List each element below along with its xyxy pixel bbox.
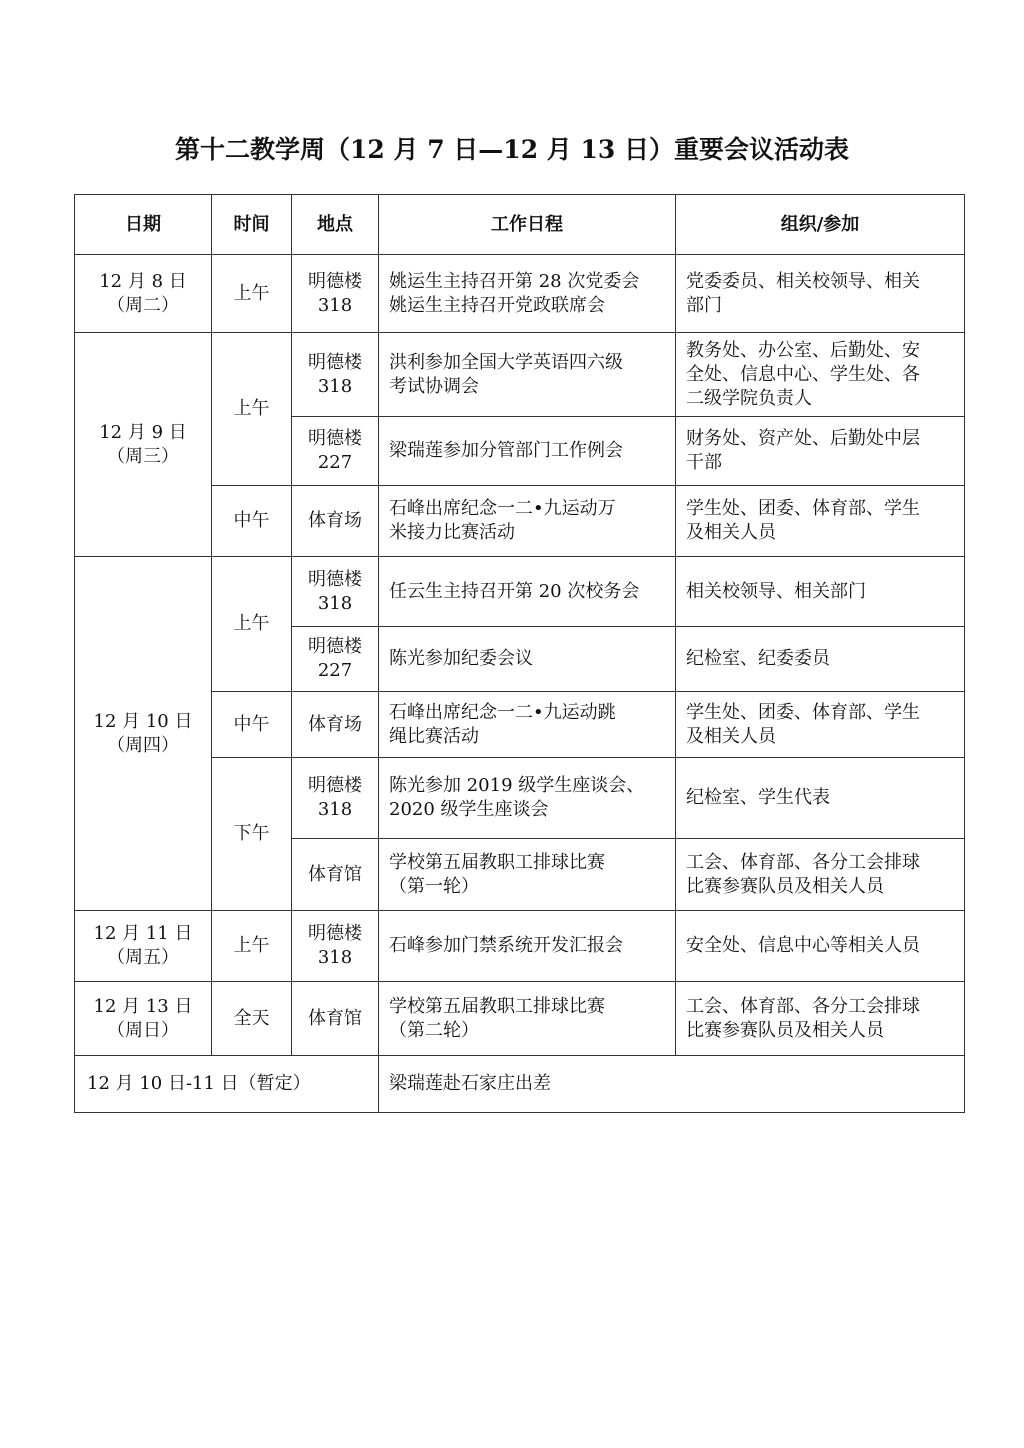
- agenda-text: 学校第五届教职工排球比赛: [389, 995, 605, 1017]
- place-cell: [292, 557, 379, 627]
- time-cell: 上午: [212, 911, 292, 982]
- agenda-text: 学校第五届教职工排球比赛: [389, 851, 605, 873]
- participants-text: 纪检室、学生代表: [686, 787, 830, 808]
- place-cell: 体育馆: [292, 839, 379, 911]
- footer-date-cell: 12 月 10 日-11 日（暂定）: [75, 1056, 379, 1113]
- participants-text: 教务处、办公室、后勤处、安: [686, 339, 920, 361]
- weekday-text: （周五）: [107, 947, 179, 968]
- agenda-text: 米接力比赛活动: [389, 522, 515, 543]
- participants-cell: [676, 333, 965, 417]
- agenda-text: （第一轮）: [389, 875, 479, 897]
- agenda-text: 姚运生主持召开党政联席会: [389, 294, 605, 316]
- place-text: 明德楼: [308, 270, 362, 292]
- weekday-text: （周三）: [107, 445, 179, 467]
- place-cell: [292, 911, 379, 982]
- place-cell: [292, 627, 379, 692]
- place-cell: [292, 333, 379, 417]
- header-date: 日期: [75, 195, 212, 255]
- room-text: 318: [317, 799, 353, 820]
- participants-text: 学生处、团委、体育部、学生: [686, 498, 920, 519]
- table-row: [75, 982, 965, 1056]
- agenda-text: 洪利参加全国大学英语四六级: [389, 351, 623, 373]
- agenda-cell: [379, 255, 676, 333]
- agenda-cell: [379, 839, 676, 911]
- time-cell: 上午: [212, 255, 292, 333]
- agenda-cell: [379, 486, 676, 557]
- place-cell: [292, 255, 379, 333]
- agenda-cell: [379, 982, 676, 1056]
- date-text: 12 月 11 日: [93, 923, 193, 944]
- agenda-cell: [379, 417, 676, 486]
- participants-text: 学生处、团委、体育部、学生: [686, 701, 920, 723]
- participants-text: 财务处、资产处、后勤处中层: [686, 428, 920, 449]
- agenda-text: 陈光参加纪委会议: [389, 648, 533, 669]
- room-text: 318: [317, 592, 353, 614]
- table-row: [75, 255, 965, 333]
- place-text: 明德楼: [308, 775, 362, 796]
- room-text: 318: [317, 947, 353, 968]
- agenda-cell: [379, 911, 676, 982]
- place-text: 明德楼: [308, 428, 362, 449]
- participants-text: 及相关人员: [686, 725, 776, 747]
- schedule-table: [74, 194, 965, 1113]
- place-cell: 体育场: [292, 486, 379, 557]
- date-cell: [75, 333, 212, 557]
- participants-text: 相关校领导、相关部门: [686, 580, 866, 602]
- participants-text: 全处、信息中心、学生处、各: [686, 363, 920, 385]
- agenda-cell: [379, 692, 676, 758]
- time-cell: 上午: [212, 557, 292, 692]
- table-row: [75, 911, 965, 982]
- time-cell: 下午: [212, 758, 292, 911]
- participants-cell: [676, 486, 965, 557]
- participants-cell: [676, 255, 965, 333]
- participants-cell: [676, 758, 965, 839]
- header-participants: 组织/参加: [676, 195, 965, 255]
- participants-text: 及相关人员: [686, 522, 776, 543]
- date-cell: [75, 557, 212, 911]
- participants-cell: [676, 839, 965, 911]
- participants-text: 二级学院负责人: [686, 387, 812, 409]
- weekday-text: （周日）: [107, 1019, 179, 1041]
- participants-text: 比赛参赛队员及相关人员: [686, 875, 884, 897]
- agenda-cell: [379, 557, 676, 627]
- room-text: 318: [317, 375, 353, 397]
- time-cell: 上午: [212, 333, 292, 486]
- footer-agenda-cell: 梁瑞莲赴石家庄出差: [379, 1056, 965, 1113]
- agenda-text: （第二轮）: [389, 1019, 479, 1041]
- participants-text: 部门: [686, 294, 722, 316]
- weekday-text: （周二）: [107, 294, 179, 316]
- footer-row: [75, 1056, 965, 1113]
- place-cell: 体育馆: [292, 982, 379, 1056]
- participants-text: 党委委员、相关校领导、相关: [686, 270, 920, 292]
- page-title: 第十二教学周（12 月 7 日—12 月 13 日）重要会议活动表: [175, 135, 849, 164]
- time-cell: 中午: [212, 486, 292, 557]
- place-text: 明德楼: [308, 568, 362, 590]
- weekday-text: （周四）: [107, 734, 179, 756]
- agenda-text: 任云生主持召开第 20 次校务会: [389, 580, 640, 602]
- room-text: 227: [317, 660, 353, 681]
- agenda-cell: [379, 627, 676, 692]
- agenda-text: 绳比赛活动: [389, 725, 479, 747]
- table-row: [75, 333, 965, 417]
- date-text: 12 月 8 日: [99, 270, 187, 292]
- room-text: 318: [317, 294, 353, 316]
- room-text: 227: [317, 452, 353, 473]
- date-text: 12 月 13 日: [93, 995, 193, 1017]
- place-cell: [292, 758, 379, 839]
- participants-text: 比赛参赛队员及相关人员: [686, 1019, 884, 1041]
- participants-cell: [676, 911, 965, 982]
- participants-text: 安全处、信息中心等相关人员: [686, 935, 920, 956]
- participants-cell: [676, 692, 965, 758]
- participants-text: 工会、体育部、各分工会排球: [686, 851, 920, 873]
- header-row: [75, 195, 965, 255]
- agenda-text: 石峰出席纪念一二•九运动跳: [389, 701, 616, 723]
- place-cell: [292, 417, 379, 486]
- agenda-text: 2020 级学生座谈会: [389, 799, 549, 820]
- place-text: 明德楼: [308, 351, 362, 373]
- place-text: 明德楼: [308, 636, 362, 657]
- date-text: 12 月 9 日: [99, 421, 187, 443]
- participants-cell: [676, 627, 965, 692]
- time-cell: 全天: [212, 982, 292, 1056]
- agenda-cell: [379, 758, 676, 839]
- place-text: 明德楼: [308, 923, 362, 944]
- participants-text: 干部: [686, 452, 722, 473]
- participants-cell: [676, 982, 965, 1056]
- agenda-cell: [379, 333, 676, 417]
- header-place: 地点: [292, 195, 379, 255]
- agenda-text: 考试协调会: [389, 375, 479, 397]
- participants-text: 纪检室、纪委委员: [686, 648, 830, 669]
- header-agenda: 工作日程: [379, 195, 676, 255]
- date-cell: [75, 982, 212, 1056]
- agenda-text: 石峰参加门禁系统开发汇报会: [389, 935, 623, 956]
- participants-cell: [676, 417, 965, 486]
- place-cell: 体育场: [292, 692, 379, 758]
- date-text: 12 月 10 日: [93, 710, 193, 732]
- participants-text: 工会、体育部、各分工会排球: [686, 995, 920, 1017]
- agenda-text: 梁瑞莲参加分管部门工作例会: [389, 440, 623, 461]
- participants-cell: [676, 557, 965, 627]
- date-cell: [75, 255, 212, 333]
- time-cell: 中午: [212, 692, 292, 758]
- table-row: [75, 557, 965, 627]
- agenda-text: 石峰出席纪念一二•九运动万: [389, 498, 616, 519]
- date-cell: [75, 911, 212, 982]
- agenda-text: 陈光参加 2019 级学生座谈会、: [389, 775, 645, 796]
- header-time: 时间: [212, 195, 292, 255]
- agenda-text: 姚运生主持召开第 28 次党委会: [389, 270, 640, 292]
